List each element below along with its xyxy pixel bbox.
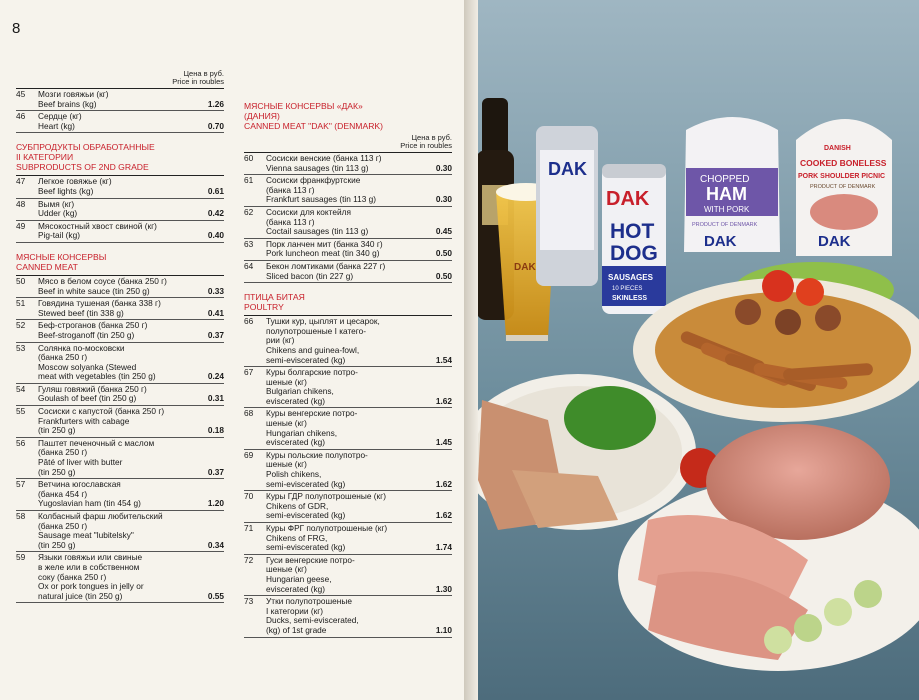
item-line: Вымя (кг)	[38, 198, 75, 209]
item-line: полупотрошеные I катего-	[266, 325, 366, 336]
item-description	[266, 154, 426, 173]
price-header-ru: Цена в руб.	[183, 69, 224, 78]
item-line: Sausage meat "lubitelsky"	[38, 530, 134, 541]
section-title-en: POULTRY	[244, 302, 284, 313]
item-description	[266, 317, 426, 365]
item-description	[38, 222, 198, 241]
item-line: Бекон ломтиками (банка 227 г)	[266, 260, 386, 271]
item-line: Chikens and guinea-fowl,	[266, 344, 360, 355]
item-number: 49	[16, 220, 26, 231]
item-line: Bulgarian chikens,	[266, 386, 334, 397]
item-line: Мясокостный хвост свиной (кг)	[38, 220, 157, 231]
price-row	[244, 555, 452, 596]
price-row	[16, 298, 224, 320]
item-line: Куры ФРГ полупотрошеные (кг)	[266, 523, 388, 533]
price-row	[244, 450, 452, 491]
can-text-cooked: COOKED BONELESS	[800, 158, 887, 168]
item-number: 50	[16, 275, 26, 286]
item-description	[38, 90, 198, 109]
item-line: шеные (кг)	[266, 564, 307, 575]
item-price: 0.18	[207, 425, 224, 436]
item-price: 0.40	[207, 230, 224, 241]
item-line: Говядина тушеная (банка 338 г)	[38, 298, 161, 309]
price-row	[16, 406, 224, 438]
item-number: 46	[16, 111, 26, 122]
price-header-en: Price in roubles	[172, 77, 224, 86]
item-description	[38, 177, 198, 196]
item-line: semi-eviscerated (kg)	[266, 542, 346, 553]
item-line: (банка 113 г)	[266, 184, 315, 195]
price-row	[244, 153, 452, 175]
price-row	[16, 343, 224, 384]
item-description	[38, 200, 198, 219]
price-row	[16, 438, 224, 479]
item-description	[266, 262, 426, 281]
section-title-ru: МЯСНЫЕ КОНСЕРВЫ	[16, 251, 107, 262]
item-number: 66	[244, 316, 254, 327]
can-text-origin-1: PRODUCT OF DENMARK	[692, 222, 758, 228]
item-number: 54	[16, 383, 26, 394]
section-title-ru: СУБПРОДУКТЫ ОБРАБОТАННЫЕ II КАТЕГОРИИ	[16, 142, 155, 163]
item-description	[38, 299, 198, 318]
item-price: 1.62	[435, 510, 452, 521]
item-description	[38, 112, 198, 131]
section-title-en: SUBPRODUCTS OF 2ND GRADE	[16, 162, 149, 173]
price-header	[244, 134, 452, 150]
item-description	[266, 176, 426, 205]
item-line: Сосиски франкфуртские	[266, 175, 361, 186]
item-line: Vienna sausages (tin 113 g)	[266, 162, 369, 173]
section-title-ru: ПТИЦА БИТАЯ	[244, 292, 305, 303]
item-price: 0.30	[435, 194, 452, 205]
item-line: (банка 250 г)	[38, 520, 88, 531]
price-row	[16, 552, 224, 603]
item-price: 0.50	[435, 270, 452, 281]
item-description	[266, 597, 426, 635]
item-number: 56	[16, 437, 26, 448]
item-number: 62	[244, 206, 254, 217]
price-row	[16, 511, 224, 552]
item-price: 0.34	[207, 539, 224, 550]
item-description	[266, 556, 426, 594]
item-line: meat with vegetables (tin 250 g)	[38, 371, 156, 382]
item-price: 0.33	[207, 285, 224, 296]
item-number: 45	[16, 89, 26, 99]
item-line: Goulash of beef (tin 250 g)	[38, 393, 137, 404]
item-line: semi-eviscerated (kg)	[266, 478, 346, 489]
item-line: Гуляш говяжий (банка 250 г)	[38, 383, 147, 394]
price-row	[244, 316, 452, 367]
dak-hot-dog-can	[602, 164, 666, 314]
item-line: Сосиски с капустой (банка 250 г)	[38, 406, 165, 417]
price-row	[16, 479, 224, 511]
price-row	[16, 320, 224, 342]
item-line: Pig-tail (kg)	[38, 230, 80, 241]
item-line: Beef brains (kg)	[38, 98, 97, 109]
food-photograph	[478, 0, 919, 700]
item-line: Ox or pork tongues in jelly or	[38, 581, 144, 592]
can-text-dog: DOG	[610, 242, 658, 265]
item-price: 0.37	[207, 329, 224, 340]
item-line: Moscow solyanka (Stewed	[38, 361, 137, 372]
price-row	[16, 276, 224, 298]
item-line: (kg) of 1st grade	[266, 624, 327, 635]
dak-chopped-ham-tin	[684, 117, 780, 252]
price-row	[244, 491, 452, 523]
item-line: natural juice (tin 250 g)	[38, 590, 123, 601]
price-list-column-2	[244, 92, 452, 638]
item-line: semi-eviscerated (kg)	[266, 510, 346, 521]
item-line: eviscerated (kg)	[266, 395, 326, 406]
item-line: Ветчина югославская	[38, 479, 121, 490]
item-number: 67	[244, 367, 254, 378]
item-price: 0.30	[435, 162, 452, 173]
item-line: (банка 454 г)	[38, 488, 88, 499]
can-brand-4: DAK	[818, 233, 851, 250]
item-number: 70	[244, 491, 254, 502]
item-price: 1.54	[435, 354, 452, 365]
price-header	[16, 70, 224, 86]
item-line: (tin 250 g)	[38, 425, 76, 436]
item-number: 68	[244, 408, 254, 419]
item-line: Колбасный фарш любительский	[38, 511, 163, 521]
item-price: 1.74	[435, 542, 452, 553]
can-brand-2: DAK	[606, 188, 650, 210]
price-row	[244, 367, 452, 408]
item-number: 59	[16, 552, 26, 563]
price-row	[244, 408, 452, 449]
item-line: eviscerated (kg)	[266, 583, 326, 594]
can-text-ham: HAM	[706, 184, 747, 204]
item-line: eviscerated (kg)	[266, 437, 326, 448]
item-price: 0.50	[435, 248, 452, 259]
item-price: 0.70	[207, 120, 224, 131]
item-description	[38, 512, 198, 550]
item-description	[266, 524, 426, 553]
can-brand-3: DAK	[704, 233, 737, 250]
item-description	[266, 409, 426, 447]
item-description	[38, 321, 198, 340]
price-row	[244, 523, 452, 555]
item-line: соку (банка 250 г)	[38, 571, 107, 582]
price-header-ru: Цена в руб.	[411, 133, 452, 142]
item-line: Udder (kg)	[38, 208, 78, 219]
item-price: 1.45	[435, 437, 452, 448]
item-number: 47	[16, 176, 26, 187]
can-brand-1: DAK	[548, 159, 587, 179]
item-line: Беф-строганов (банка 250 г)	[38, 320, 148, 331]
price-row	[244, 239, 452, 261]
item-line: Pork luncheon meat (tin 340 g)	[266, 248, 380, 259]
can-text-picnic: PORK SHOULDER PICNIC	[798, 173, 886, 180]
price-row	[244, 596, 452, 637]
section-title-en: CANNED MEAT	[16, 261, 78, 272]
item-line: Coctail sausages (tin 113 g)	[266, 226, 369, 237]
item-description	[266, 208, 426, 237]
item-description	[38, 344, 198, 382]
item-line: шеные (кг)	[266, 459, 307, 470]
item-line: (банка 250 г)	[38, 447, 88, 458]
item-number: 60	[244, 153, 254, 163]
item-description	[266, 240, 426, 259]
item-description	[38, 407, 198, 436]
item-line: semi-eviscerated (kg)	[266, 354, 346, 365]
item-line: Порк ланчен мит (банка 340 г)	[266, 238, 383, 249]
item-line: Yugoslavian ham (tin 454 g)	[38, 498, 141, 509]
item-number: 72	[244, 554, 254, 565]
item-number: 61	[244, 175, 254, 186]
price-list-column-1	[16, 70, 224, 603]
item-price: 1.26	[207, 98, 224, 109]
item-line: Мозги говяжьи (кг)	[38, 89, 109, 99]
item-line: Сосиски венские (банка 113 г)	[266, 153, 382, 163]
item-line: Сердце (кг)	[38, 111, 82, 122]
item-line: (банка 250 г)	[38, 352, 88, 363]
book-spine	[464, 0, 478, 700]
price-row	[16, 89, 224, 111]
price-row	[16, 111, 224, 133]
item-price: 1.30	[435, 583, 452, 594]
item-number: 52	[16, 320, 26, 331]
item-price: 0.24	[207, 371, 224, 382]
item-line: Pâté of liver with butter	[38, 457, 123, 468]
can-text-pieces: 10 PIECES	[612, 286, 643, 292]
price-row	[244, 207, 452, 239]
item-line: рии (кг)	[266, 335, 295, 346]
item-line: Polish chikens,	[266, 469, 322, 480]
can-text-sausages: SAUSAGES	[608, 273, 653, 282]
can-text-with-pork: WITH PORK	[704, 205, 750, 214]
section-title-ru: МЯСНЫЕ КОНСЕРВЫ «ДАК» (ДАНИЯ)	[244, 101, 363, 121]
item-line: Куры венгерские потро-	[266, 408, 358, 419]
item-price: 0.61	[207, 185, 224, 196]
item-line: Куры ГДР полупотрошеные (кг)	[266, 491, 386, 502]
item-number: 73	[244, 596, 254, 607]
can-text-origin-2: PRODUCT OF DENMARK	[810, 184, 876, 190]
item-price: 0.55	[207, 590, 224, 601]
item-line: Паштет печеночный с маслом	[38, 437, 155, 448]
price-row	[16, 384, 224, 406]
can-text-chopped: CHOPPED	[700, 174, 750, 185]
item-price: 1.10	[435, 624, 452, 635]
dak-can-tall	[536, 126, 598, 286]
item-line: Тушки кур, цыплят и цесарок,	[266, 316, 380, 327]
item-price: 0.42	[207, 208, 224, 219]
item-line: Легкое говяжье (кг)	[38, 176, 112, 187]
item-line: Гуси венгерские потро-	[266, 554, 355, 565]
item-line: Сосиски для коктейля	[266, 206, 351, 217]
item-line: Hungarian chikens,	[266, 427, 338, 438]
item-line: Мясо в белом соусе (банка 250 г)	[38, 275, 167, 286]
item-number: 69	[244, 449, 254, 460]
price-row	[16, 199, 224, 221]
item-number: 55	[16, 406, 26, 417]
item-line: I категории (кг)	[266, 605, 324, 616]
item-line: Языки говяжьи или свиные	[38, 552, 143, 563]
item-line: Ducks, semi-eviscerated,	[266, 615, 359, 626]
item-line: Sliced bacon (tin 227 g)	[266, 270, 354, 281]
item-line: (банка 113 г)	[266, 216, 315, 227]
can-text-skinless: SKINLESS	[612, 295, 648, 302]
dak-pork-shoulder-tin	[796, 119, 892, 256]
item-line: Chikens of FRG,	[266, 532, 328, 543]
item-line: Stewed beef (tin 338 g)	[38, 307, 124, 318]
item-number: 48	[16, 198, 26, 209]
item-description	[38, 385, 198, 404]
item-price: 0.31	[207, 393, 224, 404]
item-line: Heart (kg)	[38, 120, 75, 131]
item-line: Солянка по-московски	[38, 342, 125, 353]
item-description	[38, 553, 198, 601]
item-line: Куры польские полупотро-	[266, 449, 368, 460]
item-number: 51	[16, 298, 26, 309]
price-row	[16, 176, 224, 198]
price-header-en: Price in roubles	[400, 141, 452, 150]
item-line: шеные (кг)	[266, 418, 307, 429]
section-title-en: CANNED MEAT "DAK" (DENMARK)	[244, 121, 383, 131]
item-price: 1.62	[435, 478, 452, 489]
item-description	[266, 492, 426, 521]
item-price: 1.62	[435, 395, 452, 406]
section-heading	[244, 292, 452, 312]
item-price: 0.37	[207, 466, 224, 477]
can-text-danish: DANISH	[824, 145, 851, 152]
item-line: в желе или в собственном	[38, 561, 140, 572]
item-number: 57	[16, 479, 26, 490]
item-description	[38, 480, 198, 509]
item-number: 58	[16, 511, 26, 521]
item-line: Beef lights (kg)	[38, 185, 94, 196]
glass-logo: DAK	[514, 262, 536, 273]
item-line: Утки полупотрошеные	[266, 596, 352, 607]
page-number: 8	[12, 20, 21, 37]
item-price: 0.45	[435, 226, 452, 237]
item-line: шеные (кг)	[266, 376, 307, 387]
item-number: 63	[244, 238, 254, 249]
item-line: (tin 250 g)	[38, 466, 76, 477]
item-price: 1.20	[207, 498, 224, 509]
item-price: 0.41	[207, 307, 224, 318]
item-description	[38, 277, 198, 296]
section-heading	[244, 101, 452, 131]
item-number: 71	[244, 523, 254, 533]
item-line: Chikens of GDR,	[266, 500, 329, 511]
section-heading	[16, 142, 224, 172]
item-line: Куры болгарские потро-	[266, 367, 358, 378]
item-description	[266, 368, 426, 406]
item-description	[266, 451, 426, 489]
item-line: Beef in white sauce (tin 250 g)	[38, 285, 150, 296]
item-line: Hungarian geese,	[266, 573, 332, 584]
item-line: Beef-stroganoff (tin 250 g)	[38, 329, 135, 340]
item-line: (tin 250 g)	[38, 539, 76, 550]
item-line: Frankfurt sausages (tin 113 g)	[266, 194, 377, 205]
item-number: 64	[244, 260, 254, 271]
price-row	[16, 221, 224, 243]
price-row	[244, 261, 452, 283]
item-number: 53	[16, 342, 26, 353]
price-row	[244, 175, 452, 207]
item-description	[38, 439, 198, 477]
section-heading	[16, 252, 224, 272]
can-text-hot: HOT	[610, 220, 655, 243]
item-line: Frankfurters with cabage	[38, 415, 130, 426]
